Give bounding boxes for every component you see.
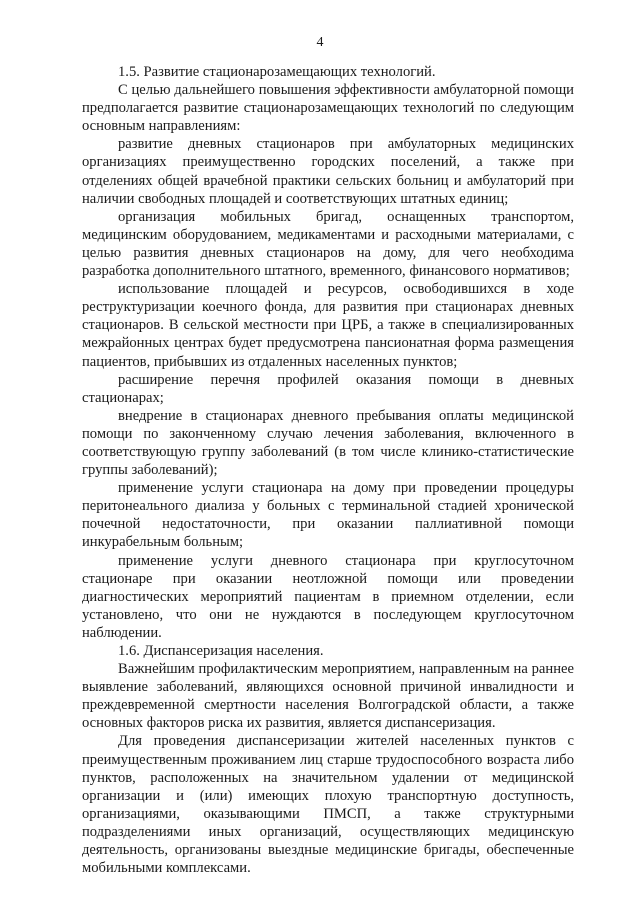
list-item-bed-restructuring: использование площадей и ресурсов, освободившихся в ходе реструктуризации коечного фонда, для развития при стационарах дневных стационаров. В сельской местности при ЦРБ, а также в специализированных межрайонных центрах будет предусмотрена пансионатная форма размещения пациентов, прибывших из отдаленных населенных пунктов; <box>82 281 574 370</box>
list-item-day-hospitals: развитие дневных стационаров при амбулаторных медицинских организациях преимущественно городских поселений, а также при отделениях общей врачебной практики сельских больниц и амбулаторий при наличии свободных площадей и соответствующих штатных единиц; <box>82 136 574 207</box>
list-item-emergency-day-care: применение услуги дневного стационара при круглосуточном стационаре при оказании неотложной помощи или проведении диагностических мероприятий пациентам в приемном отделении, если установлено, что они не нуждаются в последующем круглосуточном наблюдении. <box>82 552 574 641</box>
section-heading-1-5: 1.5. Развитие стационарозамещающих технологий. <box>118 64 436 80</box>
page-number: 4 <box>316 35 324 50</box>
list-item-home-dialysis: применение услуги стационара на дому при проведении процедуры перитонеального диализа у больных с терминальной стадией хронической почечной недостаточности, при оказании паллиативной помощи инкурабельным больным; <box>82 480 574 551</box>
paragraph-mobile-brigades: Для проведения диспансеризации жителей населенных пунктов с преимущественным проживанием лиц старше трудоспособного возраста либо пунктов, расположенных на значительном удалении от медицинской организации и (или) имеющих плохую транспортную доступность, организациями, оказывающими ПМСП, а также структурными подразделениями иных организаций, осуществляющих медицинскую деятельность, организованы выездные медицинские бригады, обеспеченные мобильными комплексами. <box>82 733 574 877</box>
section-heading-1-6: 1.6. Диспансеризация населения. <box>118 643 324 659</box>
document-body <box>82 63 574 877</box>
paragraph-intro: С целью дальнейшего повышения эффективности амбулаторной помощи предполагается развитие стационарозамещающих технологий по следующим основным направлениям: <box>82 82 574 135</box>
paragraph-screening-importance: Важнейшим профилактическим мероприятием, направленным на раннее выявление заболеваний, являющихся основной причиной инвалидности и преждевременной смертности населения Волгоградской области, а также основных факторов риска их развития, является диспансеризация. <box>82 661 574 732</box>
list-item-mobile-teams: организация мобильных бригад, оснащенных транспортом, медицинским оборудованием, медикаментами и расходными материалами, с целью развития дневных стационаров на дому, для чего необходима разработка дополнительного штатного, временного, финансового нормативов; <box>82 208 574 280</box>
list-item-payment-model: внедрение в стационарах дневного пребывания оплаты медицинской помощи по законченному случаю лечения заболевания, включенного в соответствующую группу заболеваний (в том числе клинико-статистические группы заболеваний); <box>82 407 574 479</box>
list-item-profiles-expansion: расширение перечня профилей оказания помощи в дневных стационарах; <box>82 371 574 406</box>
